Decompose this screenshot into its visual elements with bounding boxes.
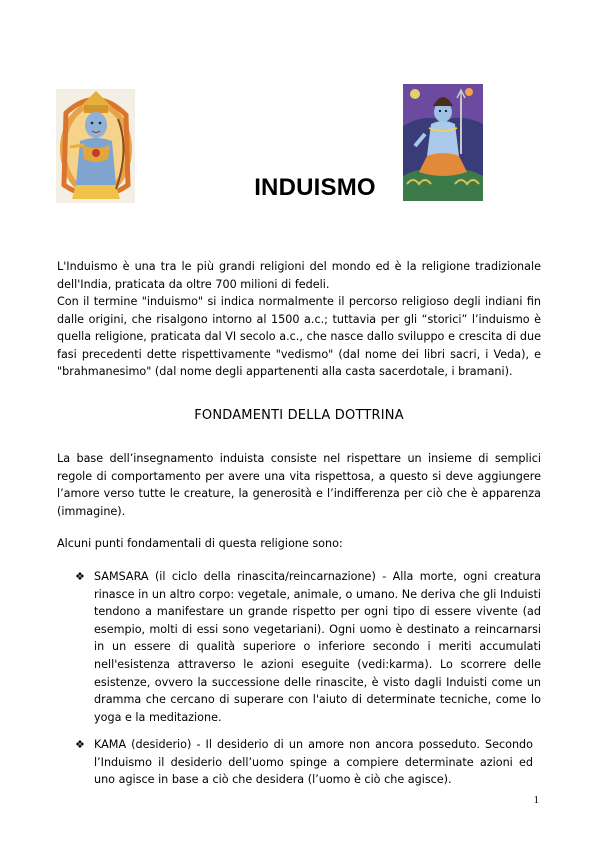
- diamond-bullet-icon: ❖: [75, 738, 85, 751]
- list-item-text: KAMA (desiderio) - Il desiderio di un amore non ancora posseduto. Secondo l’Induismo il desiderio dell’uomo spinge a compiere determinate azioni ed uno agisce in base a ciò che desidera (l’uomo è ciò che agisce).: [94, 738, 533, 787]
- list-item: [75, 736, 541, 789]
- list-item-text: SAMSARA (il ciclo della rinascita/reincarnazione) - Alla morte, ogni creatura rinasce in un altro corpo: vegetale, animale, o umano. Ne deriva che gli Induisti tendono a manifestare un grande rispetto per ogni tipo di essere vivente (ad esempio, molti di essi sono vegetariani). Ogni uomo è destinato a reincarnarsi in un essere di qualità superiore o inferiore secondo i meriti accumulati nell'esistenza attraverso le azioni eseguite (vedi:karma). Lo scorrere delle esistenze, ovvero la successione delle rinascite, è visto dagli Induisti come un dramma che cercano di superare con l'aiuto di determinate tecniche, come lo yoga e la meditazione.: [94, 570, 541, 724]
- list-item: [75, 568, 541, 726]
- section-heading: FONDAMENTI DELLA DOTTRINA: [194, 408, 404, 423]
- intro-paragraph-2: Con il termine "induismo" si indica normalmente il percorso religioso degli indiani fin dalle origini, che risalgono intorno al 1500 a.c.; tuttavia per gli “storici” l’induismo è quella religione, praticata dal VI secolo a.c., che nasce dallo sviluppo e crescita di due fasi precedenti dette rispettivamente "vedismo" (dal nome dei libri sacri, i Veda), e "brahmanesimo" (dal nome degli appartenenti alla casta sacerdotale, i bramani).: [57, 295, 541, 379]
- diamond-bullet-icon: ❖: [75, 570, 85, 583]
- doctrine-paragraph-2: Alcuni punti fondamentali di questa religione sono:: [57, 537, 343, 550]
- intro-paragraph-1: L'Induismo è una tra le più grandi religioni del mondo ed è la religione tradizionale dell'India, praticata da oltre 700 milioni di fedeli.: [57, 260, 541, 291]
- doctrine-paragraph-1: La base dell’insegnamento induista consiste nel rispettare un insieme di semplici regole di comportamento per avere una vita rispettosa, a questo si deve aggiungere l’amore verso tutte le creature, la generosità e l’indifferenza per ciò che è apparenza (immagine).: [57, 452, 541, 518]
- page-number: 1: [533, 794, 539, 806]
- page-title: INDUISMO: [254, 174, 376, 201]
